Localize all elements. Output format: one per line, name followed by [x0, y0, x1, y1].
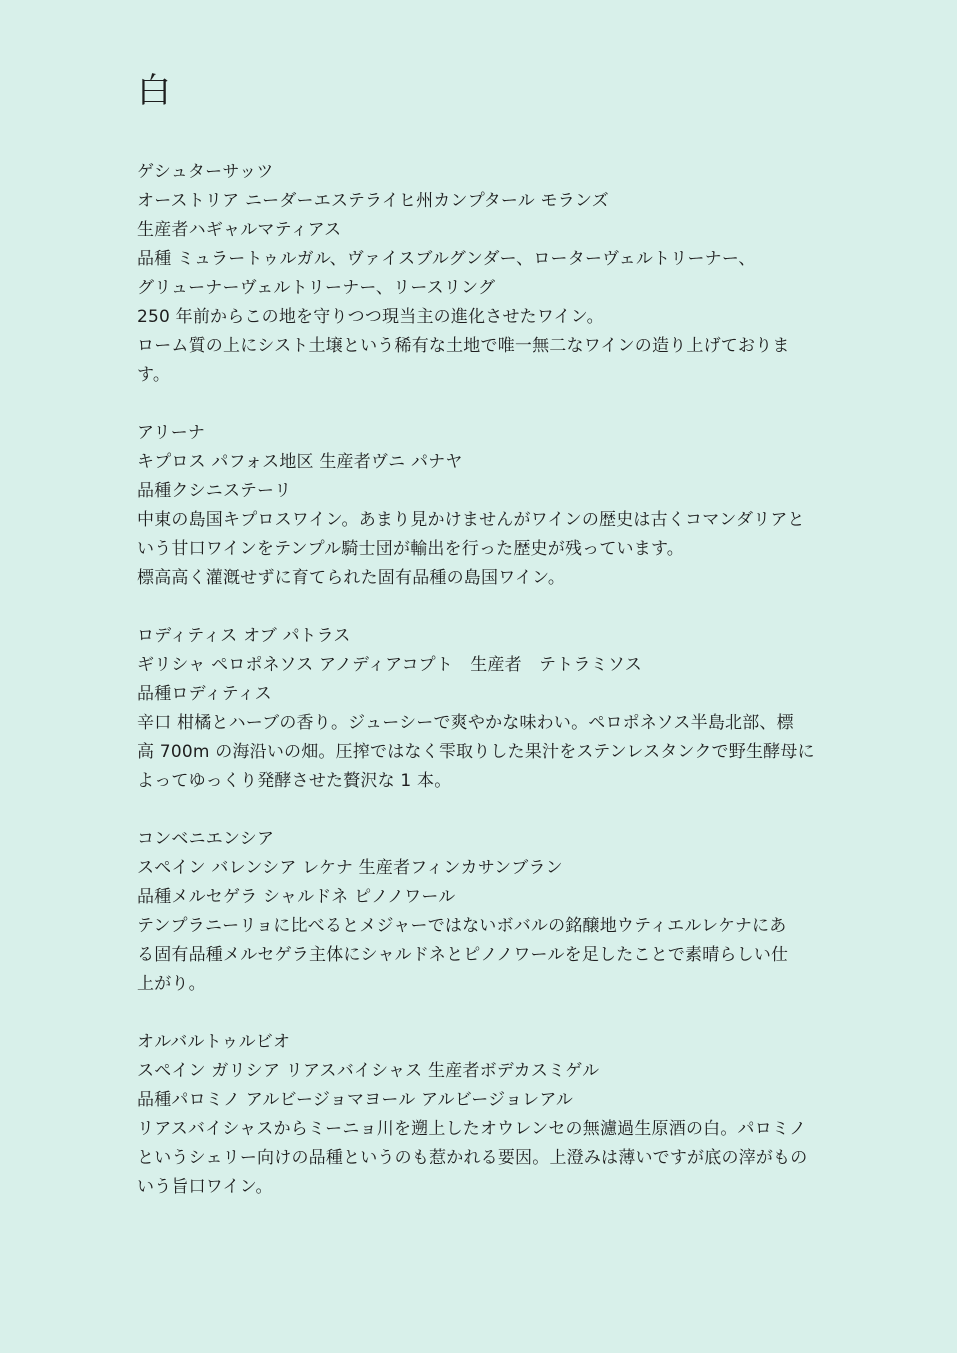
wine-entry-roditis-of-patras [137, 622, 827, 796]
wine-entry-convenencia [137, 825, 827, 999]
wine-origin: キプロス パフォス地区 生産者ヴニ パナヤ [137, 452, 463, 472]
wine-description: というシェリー向けの品種というのも惹かれる要因。上澄みは薄いですが底の滓がもの [137, 1148, 808, 1168]
wine-varieties: 品種クシニステーリ [137, 481, 292, 501]
wine-varieties: 品種 ミュラートゥルガル、ヴァイスブルグンダー、ローターヴェルトリーナー、 [137, 249, 756, 269]
wine-name: コンベニエンシア [137, 829, 275, 849]
wine-description: 250 年前からこの地を守りつつ現当主の進化させたワイン。 [137, 307, 604, 327]
wine-name: アリーナ [137, 423, 206, 443]
wine-description: よってゆっくり発酵させた贅沢な 1 本。 [137, 771, 452, 791]
wine-varieties: 品種メルセゲラ シャルドネ ピノノワール [137, 887, 456, 907]
wine-origin: オーストリア ニーダーエステライヒ州カンプタール モランズ [137, 191, 609, 211]
page-title: 白 [137, 71, 171, 111]
wine-origin: ギリシャ ペロポネソス アノディアコプト 生産者 テトラミソス [137, 655, 642, 675]
wine-description: る固有品種メルセゲラ主体にシャルドネとピノノワールを足したことで素晴らしい仕 [137, 945, 789, 965]
wine-varieties-continued: グリューナーヴェルトリーナー、リースリング [137, 278, 496, 298]
wine-name: ゲシュターサッツ [137, 162, 274, 182]
wine-producer: 生産者ハギャルマティアス [137, 220, 342, 240]
wine-entry-gemischter-satz [137, 158, 827, 390]
wine-entry-orbal-turbio [137, 1028, 827, 1202]
wine-description: 標高高く灌漑せずに育てられた固有品種の島国ワイン。 [137, 568, 566, 588]
wine-description: す。 [137, 365, 171, 385]
wine-description: テンプラニーリョに比べるとメジャーではないボバルの銘醸地ウティエルレケナにあ [137, 916, 787, 936]
wine-list [137, 158, 827, 1231]
wine-origin: スペイン ガリシア リアスバイシャス 生産者ボデカスミゲル [137, 1061, 600, 1081]
wine-description: リアスバイシャスからミーニョ川を遡上したオウレンセの無濾過生原酒の白。パロミノ [137, 1119, 807, 1139]
wine-description: ローム質の上にシスト土壌という稀有な土地で唯一無二なワインの造り上げておりま [137, 336, 790, 356]
wine-entry-arena [137, 419, 827, 593]
wine-name: オルバルトゥルビオ [137, 1032, 291, 1052]
wine-description: 高 700m の海沿いの畑。圧搾ではなく雫取りした果汁をステンレスタンクで野生酵母に [137, 742, 815, 762]
wine-name: ロディティス オブ パトラス [137, 626, 351, 646]
wine-origin: スペイン バレンシア レケナ 生産者フィンカサンブラン [137, 858, 563, 878]
wine-description: 辛口 柑橘とハーブの香り。ジューシーで爽やかな味わい。ペロポネソス半島北部、標 [137, 713, 794, 733]
wine-varieties: 品種パロミノ アルビージョマヨール アルビージョレアル [137, 1090, 574, 1110]
wine-varieties: 品種ロディティス [137, 684, 272, 704]
wine-description: 上がり。 [137, 974, 206, 994]
wine-description: いう旨口ワイン。 [137, 1177, 273, 1197]
wine-description: いう甘口ワインをテンプル騎士団が輸出を行った歴史が残っています。 [137, 539, 684, 559]
wine-description: 中東の島国キプロスワイン。あまり見かけませんがワインの歴史は古くコマンダリアと [137, 510, 805, 530]
